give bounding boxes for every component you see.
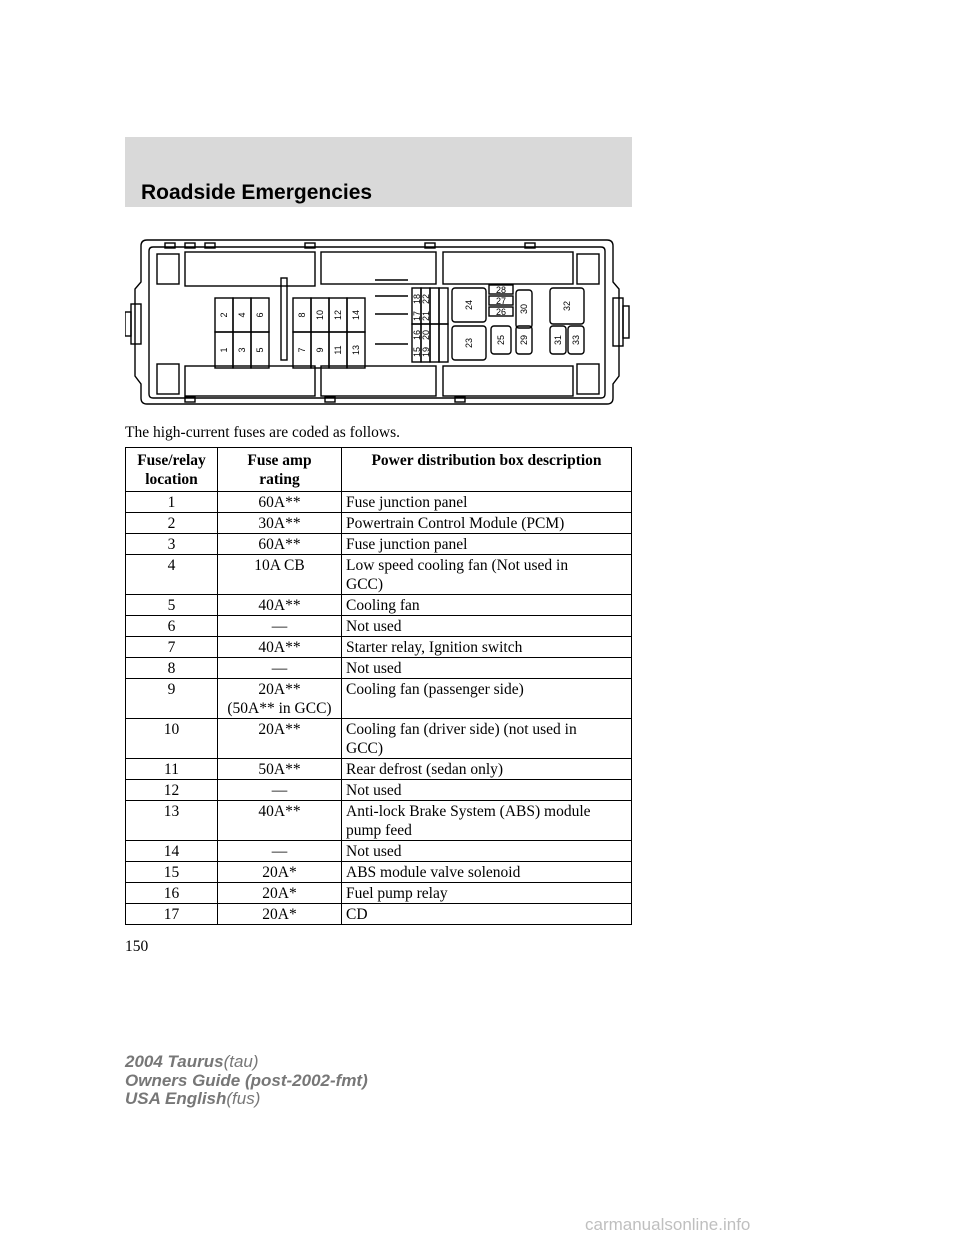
cell-description: Cooling fan [342, 595, 632, 616]
cell-location: 3 [126, 534, 218, 555]
cell-location: 2 [126, 513, 218, 534]
table-row [126, 679, 632, 719]
fuse-label-17: 17 [412, 310, 422, 322]
section-header-band [125, 137, 632, 207]
table-row [126, 534, 632, 555]
cell-rating: — [218, 841, 342, 862]
cell-rating: 60A** [218, 534, 342, 555]
fuse-label-22: 22 [421, 293, 431, 305]
relay-label-27: 27 [495, 296, 507, 306]
fuse-label-2: 2 [219, 312, 229, 318]
watermark: carmanualsonline.info [585, 1215, 751, 1234]
fuse-label-16: 16 [412, 329, 422, 341]
cell-description: Anti-lock Brake System (ABS) module pump feed [342, 801, 632, 841]
cell-rating: — [218, 658, 342, 679]
table-row [126, 616, 632, 637]
cell-location: 15 [126, 862, 218, 883]
table-row [126, 658, 632, 679]
fuse-label-18: 18 [412, 293, 422, 305]
cell-description: Powertrain Control Module (PCM) [342, 513, 632, 534]
fuse-label-19: 19 [421, 346, 431, 358]
header-location: Fuse/relay location [126, 448, 218, 492]
cell-description: Not used [342, 616, 632, 637]
table-row [126, 595, 632, 616]
fuse-label-15: 15 [412, 346, 422, 358]
cell-description: Rear defrost (sedan only) [342, 759, 632, 780]
fuse-label-20: 20 [421, 329, 431, 341]
fuse-label-12: 12 [333, 309, 343, 321]
fuse-label-14: 14 [351, 309, 361, 321]
cell-description: ABS module valve solenoid [342, 862, 632, 883]
cell-description: Fuse junction panel [342, 534, 632, 555]
cell-description: Low speed cooling fan (Not used in GCC) [342, 555, 632, 595]
relay-label-30: 30 [519, 303, 529, 315]
table-header-row [126, 448, 632, 492]
table-row [126, 801, 632, 841]
section-title: Roadside Emergencies [141, 181, 373, 204]
cell-location: 16 [126, 883, 218, 904]
table-row [126, 904, 632, 925]
fuse-label-21: 21 [421, 310, 431, 322]
page-number: 150 [125, 938, 149, 955]
table-row [126, 513, 632, 534]
cell-location: 10 [126, 719, 218, 759]
fuse-label-3: 3 [237, 347, 247, 353]
table-row [126, 862, 632, 883]
table-row [126, 759, 632, 780]
fuse-label-7: 7 [297, 347, 307, 353]
cell-description: Not used [342, 658, 632, 679]
intro-text: The high-current fuses are coded as follows. [125, 424, 401, 441]
cell-description: Not used [342, 841, 632, 862]
header-rating: Fuse amp rating [218, 448, 342, 492]
cell-location: 11 [126, 759, 218, 780]
cell-rating: — [218, 780, 342, 801]
cell-description: Starter relay, Ignition switch [342, 637, 632, 658]
fuse-box-diagram [125, 234, 633, 410]
relay-label-33: 33 [571, 334, 581, 346]
cell-rating: 60A** [218, 492, 342, 513]
cell-rating: 20A* [218, 904, 342, 925]
cell-rating: 20A** [218, 719, 342, 759]
cell-location: 12 [126, 780, 218, 801]
fuse-label-13: 13 [351, 344, 361, 356]
fuse-label-1: 1 [219, 347, 229, 353]
relay-label-23: 23 [464, 337, 474, 349]
cell-location: 9 [126, 679, 218, 719]
relay-label-26: 26 [495, 307, 507, 317]
cell-rating: 40A** [218, 801, 342, 841]
cell-description: CD [342, 904, 632, 925]
fuse-label-6: 6 [255, 312, 265, 318]
header-description: Power distribution box description [342, 448, 632, 492]
cell-location: 8 [126, 658, 218, 679]
fuse-label-10: 10 [315, 309, 325, 321]
relay-label-31: 31 [553, 334, 563, 346]
footer-line-3: USA English(fus) [125, 1089, 261, 1108]
table-row [126, 492, 632, 513]
cell-rating: 20A** (50A** in GCC) [218, 679, 342, 719]
fuse-label-9: 9 [315, 347, 325, 353]
cell-description: Cooling fan (driver side) (not used in GCC) [342, 719, 632, 759]
table-row [126, 555, 632, 595]
relay-label-28: 28 [495, 285, 507, 295]
fuse-label-4: 4 [237, 312, 247, 318]
cell-description: Fuse junction panel [342, 492, 632, 513]
cell-description: Fuel pump relay [342, 883, 632, 904]
fuse-label-5: 5 [255, 347, 265, 353]
relay-label-29: 29 [519, 334, 529, 346]
table-row [126, 883, 632, 904]
cell-location: 14 [126, 841, 218, 862]
cell-rating: 20A* [218, 883, 342, 904]
cell-rating: 40A** [218, 595, 342, 616]
footer-line-1: 2004 Taurus(tau) [125, 1052, 259, 1071]
table-row [126, 637, 632, 658]
cell-description: Not used [342, 780, 632, 801]
fuse-label-11: 11 [333, 345, 343, 355]
cell-rating: 10A CB [218, 555, 342, 595]
cell-description: Cooling fan (passenger side) [342, 679, 632, 719]
table-row [126, 719, 632, 759]
table-row [126, 841, 632, 862]
relay-label-32: 32 [562, 300, 572, 312]
cell-location: 1 [126, 492, 218, 513]
cell-rating: 30A** [218, 513, 342, 534]
cell-location: 5 [126, 595, 218, 616]
cell-location: 17 [126, 904, 218, 925]
cell-location: 4 [126, 555, 218, 595]
cell-location: 7 [126, 637, 218, 658]
relay-label-24: 24 [464, 299, 474, 311]
cell-rating: 20A* [218, 862, 342, 883]
cell-rating: 40A** [218, 637, 342, 658]
fuse-table [125, 447, 632, 925]
cell-rating: — [218, 616, 342, 637]
table-body [126, 492, 632, 925]
cell-location: 13 [126, 801, 218, 841]
footer-line-2: Owners Guide (post-2002-fmt) [125, 1070, 368, 1090]
relay-label-25: 25 [496, 334, 506, 346]
cell-rating: 50A** [218, 759, 342, 780]
fuse-label-8: 8 [297, 312, 307, 318]
table-row [126, 780, 632, 801]
cell-location: 6 [126, 616, 218, 637]
document-footer [125, 1053, 368, 1109]
